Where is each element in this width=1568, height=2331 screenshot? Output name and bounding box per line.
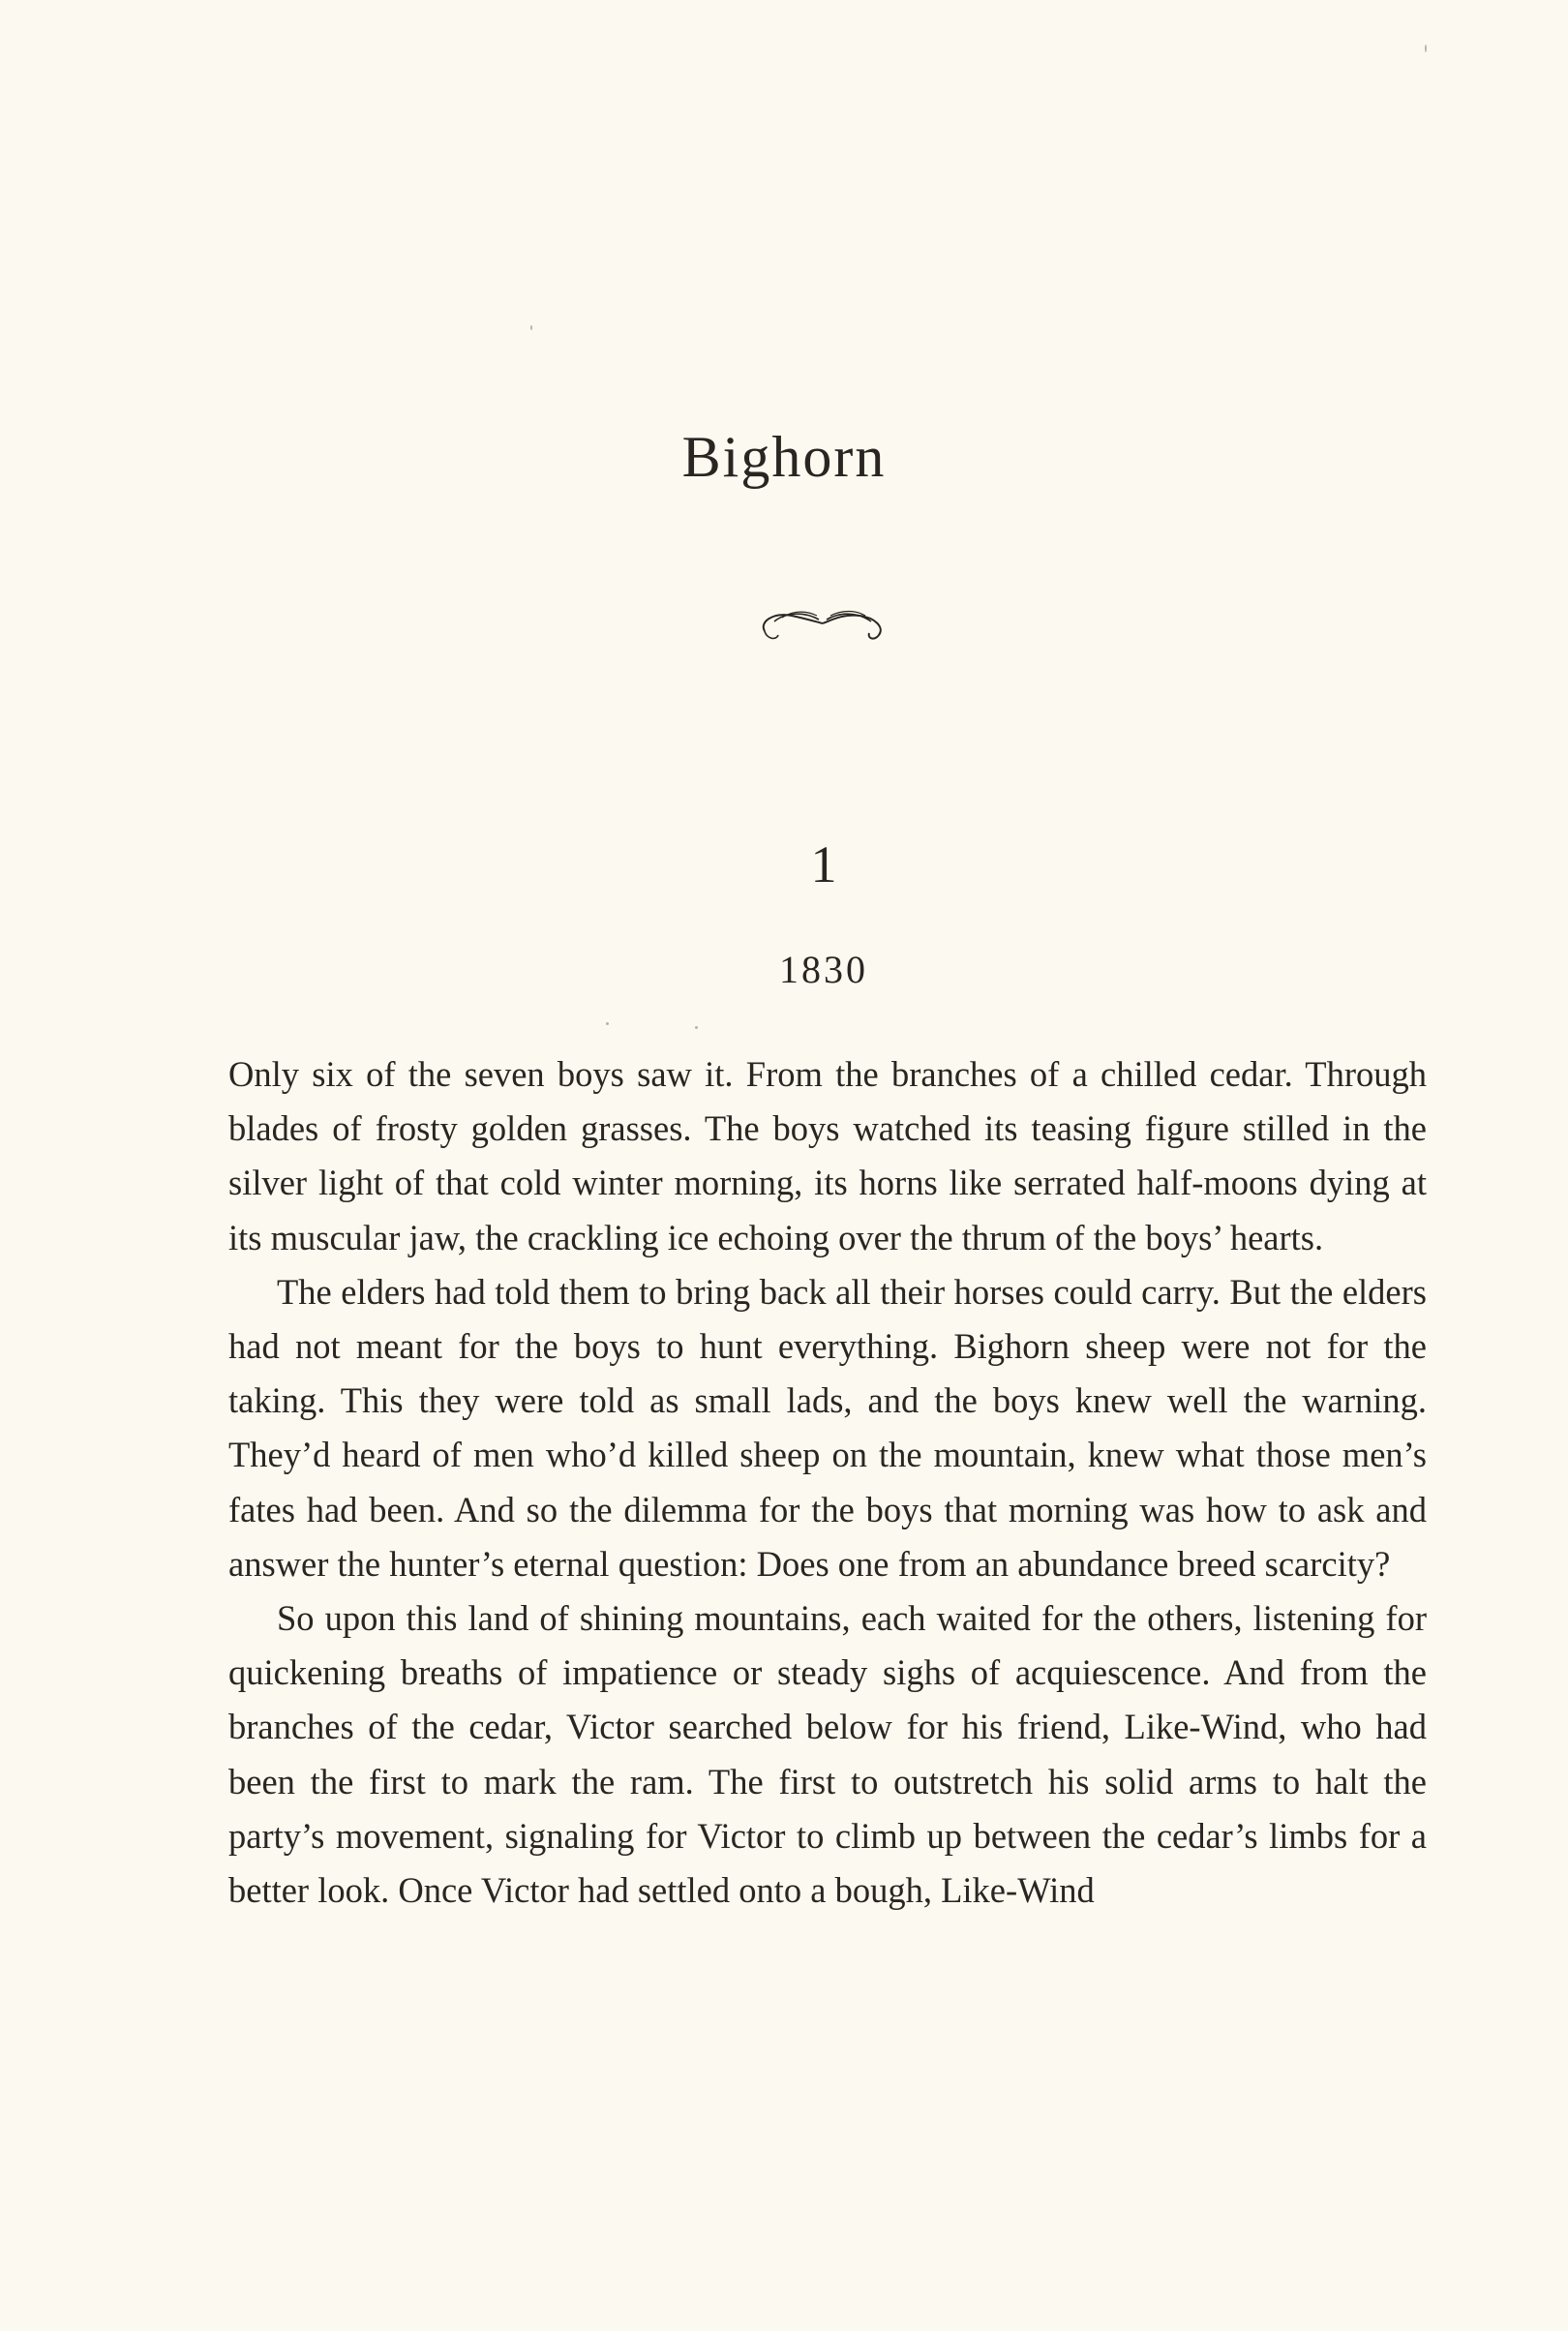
chapter-number: 1 — [810, 835, 837, 893]
paragraph: The elders had told them to bring back all their horses could carry. But the elders had not meant for the boys to hunt everything. Bighorn sheep were not for the taking. This they were told as small lads, and the boys knew well the warning. They’d heard of men who’d killed sheep on the mountain, knew what those men’s fates had been. And so the dilemma for the boys that morning was how to ask and answer the hunter’s eternal question: Does one from an abundance breed scarcity? — [228, 1271, 1427, 1584]
paragraph: Only six of the seven boys saw it. From the branches of a chilled cedar. Through blades of frosty golden grasses. The boys watched its teasing figure stilled in the silver light of that cold winter morning, its horns like serrated half-moons dying at its muscular jaw, the crackling ice echoing over the thrum of the boys’ hearts. — [228, 1054, 1427, 1257]
paper-speck — [695, 1026, 698, 1029]
chapter-year: 1830 — [779, 948, 868, 991]
paper-speck — [530, 325, 532, 330]
body-text — [228, 1047, 1427, 1918]
section-title: Bighorn — [681, 425, 887, 489]
paragraph: So upon this land of shining mountains, each waited for the others, listening for quickening breaths of impatience or steady sighs of acquiescence. And from the branches of the cedar, Victor searched below for his friend, Like-Wind, who had been the first to mark the ram. The first to outstretch his solid arms to halt the party’s movement, signaling for Victor to climb up between the cedar’s limbs for a better look. Once Victor had settled onto a bough, Like-Wind — [228, 1598, 1427, 1911]
flourish-ornament-icon — [755, 602, 890, 645]
paper-speck — [1425, 45, 1427, 52]
paper-speck — [606, 1022, 609, 1025]
